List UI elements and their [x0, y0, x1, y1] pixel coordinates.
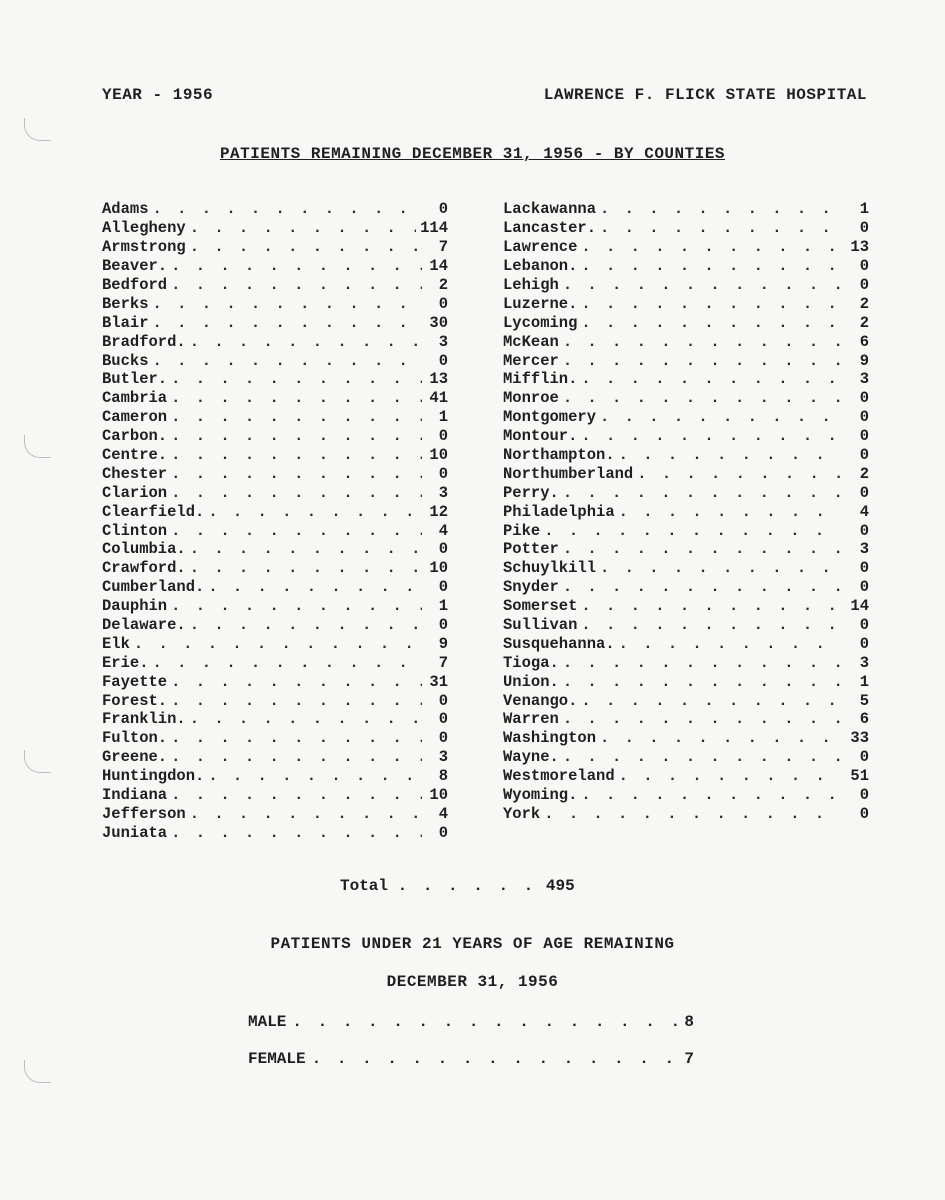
county-name: Cumberland.	[102, 578, 205, 597]
county-row	[102, 276, 448, 295]
county-row	[503, 729, 869, 748]
county-name: Wyoming.	[503, 786, 578, 805]
county-count: 2	[859, 313, 869, 332]
county-row	[503, 672, 869, 691]
county-name: Bedford	[102, 276, 168, 294]
county-row	[102, 332, 448, 351]
county-name: Cameron	[102, 408, 168, 427]
county-count: 3	[859, 653, 869, 672]
total-label: Total	[340, 877, 389, 895]
leader-dots	[600, 219, 843, 237]
county-row	[102, 370, 448, 389]
leader-dots	[190, 540, 422, 558]
female-value: 7	[684, 1050, 694, 1068]
hospital-header: LAWRENCE F. FLICK STATE HOSPITAL	[543, 86, 867, 104]
leader-dots	[581, 257, 843, 275]
county-count: 0	[859, 786, 869, 805]
county-count: 0	[438, 294, 448, 313]
county-count: 10	[429, 786, 448, 805]
county-name: Bucks	[102, 351, 149, 370]
punch-hole-mark	[24, 435, 51, 458]
county-name: Lancaster.	[503, 219, 597, 238]
county-count: 0	[859, 483, 869, 502]
county-name: Luzerne.	[503, 294, 578, 313]
county-row	[503, 370, 869, 389]
leader-dots	[312, 1050, 679, 1068]
report-title: PATIENTS REMAINING DECEMBER 31, 1956 - BY COUNTIES	[219, 145, 726, 163]
county-name: Northampton.	[503, 446, 615, 465]
county-row	[503, 294, 869, 313]
county-row	[102, 483, 448, 502]
county-count: 0	[859, 521, 869, 540]
county-count: 51	[850, 767, 869, 786]
county-row	[503, 559, 869, 578]
county-count: 0	[859, 427, 869, 446]
county-count: 0	[859, 616, 869, 635]
county-count: 3	[438, 483, 448, 502]
leader-dots	[190, 710, 422, 728]
leader-dots	[153, 654, 422, 672]
leader-dots	[134, 635, 422, 653]
male-label: MALE	[248, 1013, 287, 1031]
county-row	[503, 238, 869, 257]
leader-dots	[190, 333, 422, 351]
county-row	[503, 653, 869, 672]
county-name: Franklin.	[102, 710, 186, 729]
leader-dots	[171, 276, 422, 294]
county-name: Huntingdon.	[102, 767, 205, 786]
county-row	[102, 351, 448, 370]
counties-left-column	[102, 200, 448, 842]
county-name: Forest.	[102, 691, 168, 710]
leader-dots	[637, 465, 843, 483]
county-row	[503, 805, 869, 824]
county-row	[102, 200, 448, 219]
county-row	[102, 786, 448, 805]
male-row	[248, 1013, 694, 1031]
county-name: Clearfield.	[102, 502, 205, 521]
county-row	[503, 767, 869, 786]
county-count: 2	[859, 464, 869, 483]
county-count: 0	[859, 257, 869, 276]
county-count: 14	[850, 597, 869, 616]
county-row	[503, 389, 869, 408]
county-row	[503, 257, 869, 276]
county-row	[102, 257, 448, 276]
leader-dots	[600, 408, 843, 426]
county-row	[102, 578, 448, 597]
leader-dots	[563, 673, 843, 691]
county-count: 31	[429, 672, 448, 691]
county-count: 6	[859, 710, 869, 729]
leader-dots	[190, 559, 422, 577]
leader-dots	[619, 446, 843, 464]
county-row	[102, 767, 448, 786]
leader-dots	[581, 295, 843, 313]
total-leader-dots: . . . . . .	[397, 877, 537, 895]
leader-dots	[544, 522, 843, 540]
county-name: Fayette	[102, 672, 168, 691]
county-name: Berks	[102, 294, 149, 313]
county-row	[503, 200, 869, 219]
county-name: Lycoming	[503, 313, 578, 332]
county-name: Philadelphia	[503, 502, 615, 521]
county-count: 0	[859, 389, 869, 408]
county-name: Columbia.	[102, 540, 186, 559]
leader-dots	[153, 295, 422, 313]
county-name: Somerset	[503, 597, 578, 616]
county-name: Pike	[503, 521, 541, 540]
county-row	[102, 653, 448, 672]
county-count: 0	[859, 634, 869, 653]
county-row	[102, 672, 448, 691]
total-value: 495	[545, 877, 575, 895]
leader-dots	[190, 616, 422, 634]
leader-dots	[563, 540, 843, 558]
leader-dots	[581, 616, 843, 634]
county-count: 13	[850, 238, 869, 257]
county-name: Indiana	[102, 786, 168, 805]
county-count: 3	[438, 748, 448, 767]
county-name: Susquehanna.	[503, 634, 615, 653]
county-count: 12	[429, 502, 448, 521]
county-count: 9	[438, 634, 448, 653]
county-count: 0	[859, 559, 869, 578]
county-row	[102, 502, 448, 521]
county-row	[102, 446, 448, 465]
county-count: 1	[859, 672, 869, 691]
county-row	[102, 521, 448, 540]
county-name: Mercer	[503, 351, 559, 370]
county-name: Lebanon.	[503, 257, 578, 276]
leader-dots	[563, 748, 843, 766]
county-name: Montgomery	[503, 408, 597, 427]
county-count: 4	[438, 521, 448, 540]
leader-dots	[171, 786, 422, 804]
leader-dots	[563, 710, 843, 728]
county-count: 0	[859, 446, 869, 465]
leader-dots	[563, 389, 843, 407]
county-row	[503, 219, 869, 238]
county-row	[102, 823, 448, 842]
county-name: Clarion	[102, 483, 168, 502]
county-count: 0	[438, 691, 448, 710]
county-row	[503, 597, 869, 616]
under21-heading: PATIENTS UNDER 21 YEARS OF AGE REMAINING	[270, 935, 675, 953]
county-count: 10	[429, 446, 448, 465]
county-count: 3	[438, 332, 448, 351]
leader-dots	[171, 748, 422, 766]
leader-dots	[171, 389, 422, 407]
county-name: Jefferson	[102, 804, 186, 823]
county-name: Armstrong	[102, 238, 186, 257]
county-name: Washington	[503, 729, 597, 748]
female-row	[248, 1050, 694, 1068]
county-name: Greene.	[102, 748, 168, 767]
female-label: FEMALE	[248, 1050, 306, 1068]
county-row	[102, 634, 448, 653]
leader-dots	[600, 729, 843, 747]
county-name: Montour.	[503, 427, 578, 446]
leader-dots	[563, 654, 843, 672]
leader-dots	[171, 692, 422, 710]
county-name: Wayne.	[503, 748, 559, 767]
leader-dots	[600, 559, 843, 577]
leader-dots	[581, 786, 843, 804]
county-row	[503, 446, 869, 465]
county-row	[503, 540, 869, 559]
county-count: 3	[859, 370, 869, 389]
leader-dots	[190, 219, 416, 237]
county-row	[503, 276, 869, 295]
county-name: Elk	[102, 634, 130, 653]
county-count: 7	[438, 653, 448, 672]
county-row	[503, 502, 869, 521]
county-row	[102, 691, 448, 710]
county-name: Warren	[503, 710, 559, 729]
leader-dots	[619, 767, 843, 785]
county-name: McKean	[503, 332, 559, 351]
county-count: 0	[438, 351, 448, 370]
county-count: 0	[859, 219, 869, 238]
leader-dots	[171, 370, 422, 388]
county-name: Snyder	[503, 578, 559, 597]
leader-dots	[153, 314, 422, 332]
county-count: 0	[438, 616, 448, 635]
county-count: 4	[859, 502, 869, 521]
county-count: 4	[438, 804, 448, 823]
county-name: Butler.	[102, 370, 168, 389]
county-row	[503, 408, 869, 427]
county-row	[503, 351, 869, 370]
leader-dots	[581, 314, 843, 332]
county-count: 3	[859, 540, 869, 559]
county-count: 13	[429, 370, 448, 389]
county-row	[503, 634, 869, 653]
county-count: 1	[438, 597, 448, 616]
leader-dots	[190, 805, 422, 823]
county-name: Carbon.	[102, 427, 168, 446]
county-row	[503, 578, 869, 597]
leader-dots	[171, 427, 422, 445]
leader-dots	[171, 597, 422, 615]
total-line	[340, 877, 575, 895]
county-row	[102, 597, 448, 616]
county-name: Blair	[102, 313, 149, 332]
leader-dots	[190, 238, 422, 256]
county-row	[503, 313, 869, 332]
county-name: Beaver.	[102, 257, 168, 276]
county-name: Dauphin	[102, 597, 168, 616]
county-row	[102, 540, 448, 559]
leader-dots	[171, 408, 422, 426]
county-count: 0	[438, 464, 448, 483]
county-row	[102, 559, 448, 578]
county-count: 7	[438, 238, 448, 257]
leader-dots	[171, 446, 422, 464]
leader-dots	[619, 635, 843, 653]
county-count: 1	[859, 200, 869, 219]
county-name: Allegheny	[102, 219, 186, 238]
county-row	[102, 616, 448, 635]
county-row	[503, 427, 869, 446]
county-row	[102, 389, 448, 408]
county-count: 0	[859, 408, 869, 427]
leader-dots	[171, 257, 422, 275]
punch-hole-mark	[24, 118, 51, 141]
leader-dots	[171, 484, 422, 502]
county-count: 8	[438, 767, 448, 786]
county-row	[503, 748, 869, 767]
leader-dots	[153, 200, 422, 218]
county-row	[503, 464, 869, 483]
leader-dots	[171, 729, 422, 747]
leader-dots	[171, 465, 422, 483]
county-count: 9	[859, 351, 869, 370]
county-row	[503, 786, 869, 805]
county-row	[503, 521, 869, 540]
county-name: Schuylkill	[503, 559, 597, 578]
leader-dots	[563, 333, 843, 351]
leader-dots	[581, 692, 843, 710]
leader-dots	[544, 805, 843, 823]
leader-dots	[563, 578, 843, 596]
county-row	[102, 238, 448, 257]
county-row	[102, 313, 448, 332]
county-name: Adams	[102, 200, 149, 219]
leader-dots	[208, 578, 422, 596]
county-count: 33	[850, 729, 869, 748]
county-count: 1	[438, 408, 448, 427]
counties-right-column	[503, 200, 869, 823]
county-name: Bradford.	[102, 332, 186, 351]
county-name: Sullivan	[503, 616, 578, 635]
punch-hole-mark	[24, 750, 51, 773]
county-name: Centre.	[102, 446, 168, 465]
county-name: Monroe	[503, 389, 559, 408]
county-name: Mifflin.	[503, 370, 578, 389]
county-row	[102, 729, 448, 748]
county-name: Northumberland	[503, 464, 634, 483]
county-count: 0	[438, 823, 448, 842]
county-count: 0	[438, 427, 448, 446]
county-count: 0	[859, 804, 869, 823]
leader-dots	[563, 484, 843, 502]
under21-date: DECEMBER 31, 1956	[386, 973, 559, 991]
leader-dots	[208, 503, 422, 521]
county-row	[102, 219, 448, 238]
leader-dots	[292, 1013, 678, 1031]
county-row	[503, 616, 869, 635]
county-row	[102, 748, 448, 767]
male-value: 8	[684, 1013, 694, 1031]
leader-dots	[563, 276, 843, 294]
county-count: 0	[438, 710, 448, 729]
leader-dots	[171, 522, 422, 540]
county-count: 0	[859, 276, 869, 294]
county-count: 0	[438, 578, 448, 597]
county-row	[102, 294, 448, 313]
county-count: 6	[859, 332, 869, 351]
leader-dots	[563, 352, 843, 370]
county-row	[102, 805, 448, 824]
leader-dots	[153, 352, 422, 370]
county-count: 30	[429, 313, 448, 332]
year-header: YEAR - 1956	[102, 86, 214, 104]
leader-dots	[581, 597, 843, 615]
county-count: 0	[859, 578, 869, 597]
leader-dots	[619, 503, 843, 521]
county-count: 14	[429, 257, 448, 276]
county-name: Delaware.	[102, 616, 186, 635]
county-count: 2	[438, 276, 448, 294]
county-row	[102, 408, 448, 427]
leader-dots	[581, 427, 843, 445]
county-count: 0	[438, 540, 448, 559]
county-count: 5	[859, 691, 869, 710]
county-count: 2	[859, 294, 869, 313]
county-name: Chester	[102, 464, 168, 483]
county-name: Tioga.	[503, 653, 559, 672]
county-name: Juniata	[102, 823, 168, 842]
county-count: 0	[438, 200, 448, 219]
county-row	[503, 332, 869, 351]
leader-dots	[171, 824, 422, 842]
county-name: Lackawanna	[503, 200, 597, 219]
county-name: Venango.	[503, 691, 578, 710]
county-count: 41	[429, 389, 448, 408]
leader-dots	[581, 238, 843, 256]
county-name: Union.	[503, 672, 559, 691]
county-row	[102, 427, 448, 446]
county-name: Clinton	[102, 521, 168, 540]
county-name: Westmoreland	[503, 767, 615, 786]
county-name: Fulton.	[102, 729, 168, 748]
county-row	[102, 464, 448, 483]
leader-dots	[208, 767, 422, 785]
punch-hole-mark	[24, 1060, 51, 1083]
county-count: 0	[859, 748, 869, 767]
leader-dots	[600, 200, 843, 218]
county-name: Perry.	[503, 483, 559, 502]
county-name: Erie.	[102, 653, 149, 672]
county-count: 10	[429, 559, 448, 578]
county-count: 0	[438, 729, 448, 748]
county-row	[503, 710, 869, 729]
county-row	[102, 710, 448, 729]
county-row	[503, 691, 869, 710]
county-name: Lawrence	[503, 238, 578, 257]
county-name: Crawford.	[102, 559, 186, 578]
leader-dots	[581, 370, 843, 388]
leader-dots	[171, 673, 422, 691]
county-name: Cambria	[102, 389, 168, 408]
county-name: York	[503, 804, 541, 823]
county-row	[503, 483, 869, 502]
county-name: Lehigh	[503, 276, 559, 294]
county-name: Potter	[503, 540, 559, 559]
county-count: 114	[420, 219, 448, 238]
